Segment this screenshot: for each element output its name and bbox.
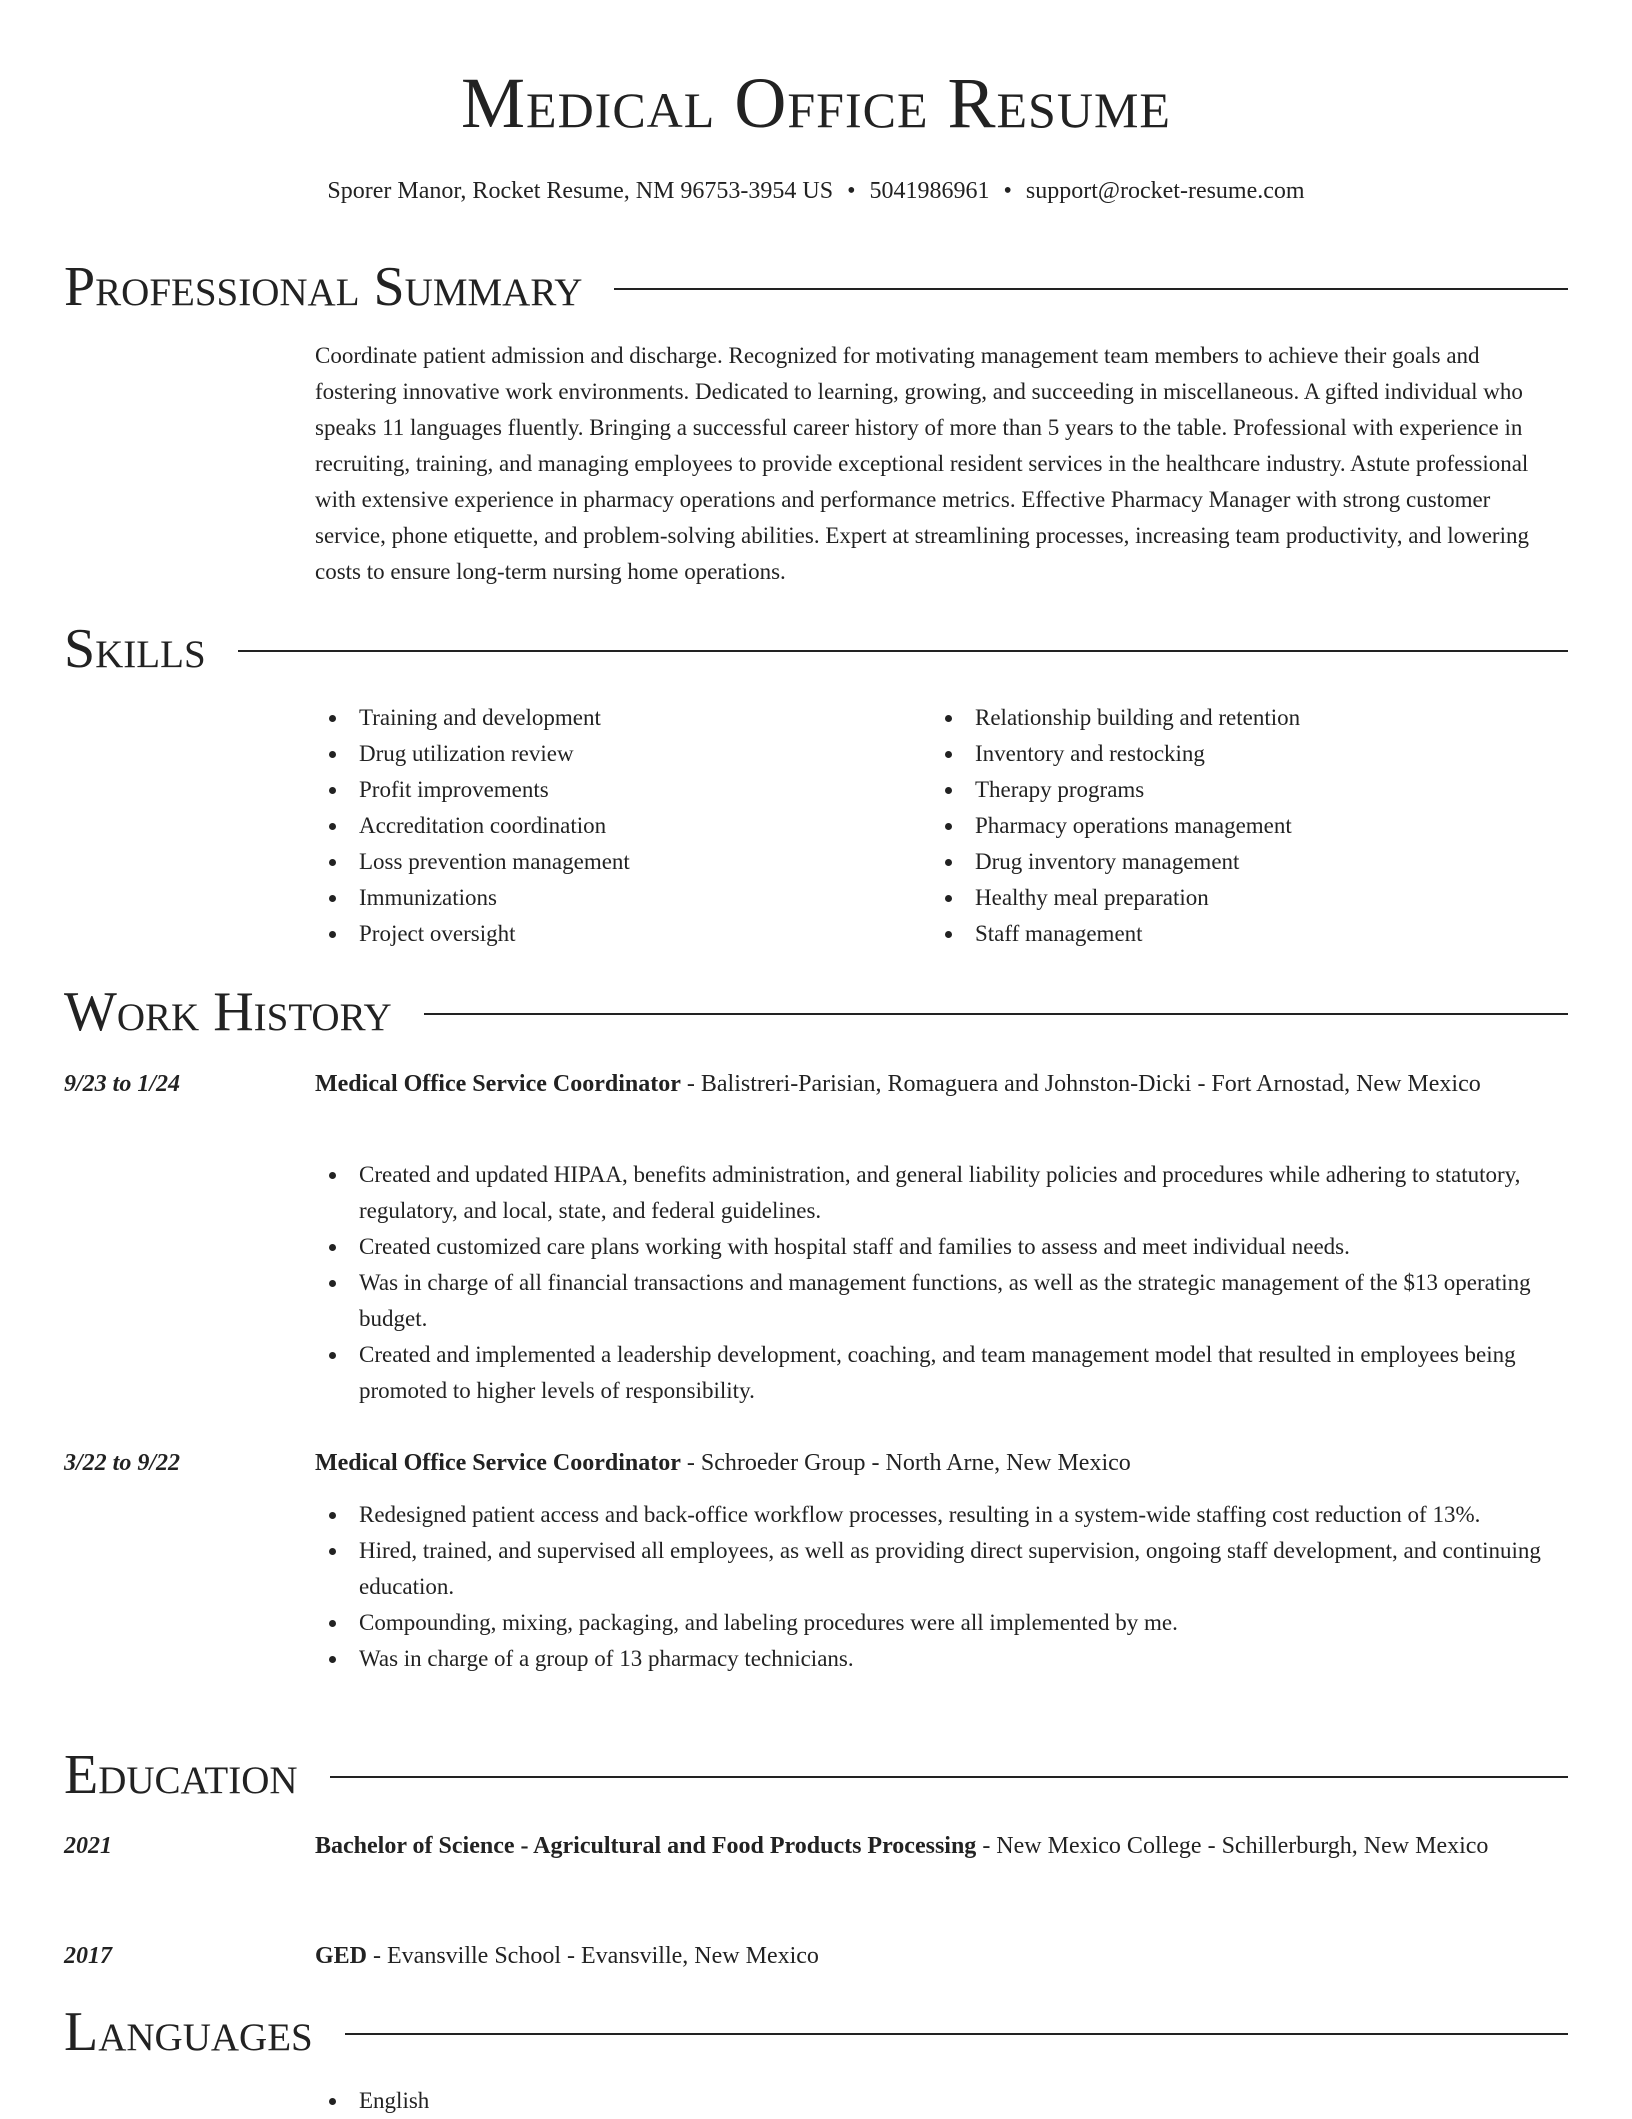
phone: 5041986961 — [869, 178, 990, 204]
job-heading — [315, 1064, 1565, 1104]
education-degree: Bachelor of Science - Agricultural and Food Products Processing — [315, 1833, 977, 1859]
job-bullet: Compounding, mixing, packaging, and labeling procedures were all implemented by me. — [315, 1605, 1565, 1641]
section-title-summary: Professional Summary — [64, 256, 583, 318]
job-dates: 9/23 to 1/24 — [64, 1071, 181, 1097]
job-dates: 3/22 to 9/22 — [64, 1450, 181, 1476]
section-rule — [238, 650, 1568, 652]
summary-section-header — [64, 254, 1568, 320]
job-position: Medical Office Service Coordinator — [315, 1071, 681, 1097]
job-bullets — [315, 1497, 1565, 1677]
job-bullets — [315, 1157, 1565, 1409]
skill-item: Staff management — [931, 916, 1531, 952]
section-title-skills: Skills — [64, 618, 206, 680]
skill-item: Immunizations — [315, 880, 915, 916]
language-item: English — [315, 2083, 1565, 2119]
education-degree: GED — [315, 1943, 368, 1969]
separator: • — [847, 178, 856, 204]
job-bullet: Was in charge of all financial transactions and management functions, as well as the strategic management of the $13 operating budget. — [315, 1265, 1565, 1337]
education-heading — [315, 1826, 1565, 1866]
work-section-header — [64, 979, 1568, 1045]
skills-column-left — [315, 700, 915, 952]
skills-section-header — [64, 616, 1568, 682]
job-bullet: Created and updated HIPAA, benefits administration, and general liability policies and procedures while adhering to statutory, regulatory, and local, state, and federal guidelines. — [315, 1157, 1565, 1229]
job-bullet: Created customized care plans working with hospital staff and families to assess and meet individual needs. — [315, 1229, 1565, 1265]
section-rule — [614, 288, 1568, 290]
section-title-education: Education — [64, 1744, 298, 1806]
skill-item: Loss prevention management — [315, 844, 915, 880]
section-title-languages: Languages — [64, 2001, 313, 2063]
contact-line — [0, 174, 1632, 208]
education-year: 2021 — [64, 1833, 112, 1859]
skill-item: Drug inventory management — [931, 844, 1531, 880]
section-rule — [424, 1013, 1568, 1015]
email: support@rocket-resume.com — [1025, 178, 1305, 204]
job-bullet: Was in charge of a group of 13 pharmacy technicians. — [315, 1641, 1565, 1677]
education-year: 2017 — [64, 1943, 112, 1969]
job-details: - Balistreri-Parisian, Romaguera and Johnston-Dicki - Fort Arnostad, New Mexico — [680, 1071, 1481, 1097]
skill-item: Pharmacy operations management — [931, 808, 1531, 844]
skill-item: Project oversight — [315, 916, 915, 952]
separator: • — [1003, 178, 1012, 204]
skill-item: Accreditation coordination — [315, 808, 915, 844]
skill-item: Relationship building and retention — [931, 700, 1531, 736]
summary-text: Coordinate patient admission and discharge. Recognized for motivating management team members to achieve their goals and fostering innovative work environments. Dedicated to learning, growing, and succeeding in miscellaneous. A gifted individual who speaks 11 languages fluently. Bringing a successful career history of more than 5 years to the table. Professional with experience in recruiting, training, and managing employees to provide exceptional resident services in the healthcare industry. Astute professional with extensive experience in pharmacy operations and performance metrics. Effective Pharmacy Manager with strong customer service, phone etiquette, and problem-solving abilities. Expert at streamlining processes, increasing team productivity, and lowering costs to ensure long-term nursing home operations. — [315, 343, 1529, 584]
job-bullet: Created and implemented a leadership development, coaching, and team management model that resulted in employees being promoted to higher levels of responsibility. — [315, 1337, 1565, 1409]
skill-item: Drug utilization review — [315, 736, 915, 772]
job-bullet: Hired, trained, and supervised all employees, as well as providing direct supervision, ongoing staff development, and continuing education. — [315, 1533, 1565, 1605]
education-details: - New Mexico College - Schillerburgh, New Mexico — [976, 1833, 1489, 1859]
job-bullet: Redesigned patient access and back-office workflow processes, resulting in a system-wide staffing cost reduction of 13%. — [315, 1497, 1565, 1533]
education-heading — [315, 1936, 1565, 1976]
section-title-work: Work History — [64, 981, 392, 1043]
education-details: - Evansville School - Evansville, New Mexico — [367, 1943, 819, 1969]
skills-column-right — [931, 700, 1531, 952]
skill-item: Healthy meal preparation — [931, 880, 1531, 916]
section-rule — [345, 2033, 1568, 2035]
address: Sporer Manor, Rocket Resume, NM 96753-3954 US — [327, 178, 834, 204]
job-details: - Schroeder Group - North Arne, New Mexico — [680, 1450, 1131, 1476]
skill-item: Training and development — [315, 700, 915, 736]
languages-section-header — [64, 1999, 1568, 2065]
resume-name: Medical Office Resume — [461, 63, 1171, 143]
skill-item: Profit improvements — [315, 772, 915, 808]
job-position: Medical Office Service Coordinator — [315, 1450, 681, 1476]
job-heading — [315, 1443, 1565, 1483]
section-rule — [330, 1776, 1568, 1778]
education-section-header — [64, 1742, 1568, 1808]
skill-item: Inventory and restocking — [931, 736, 1531, 772]
languages-list — [315, 2083, 1565, 2119]
skill-item: Therapy programs — [931, 772, 1531, 808]
